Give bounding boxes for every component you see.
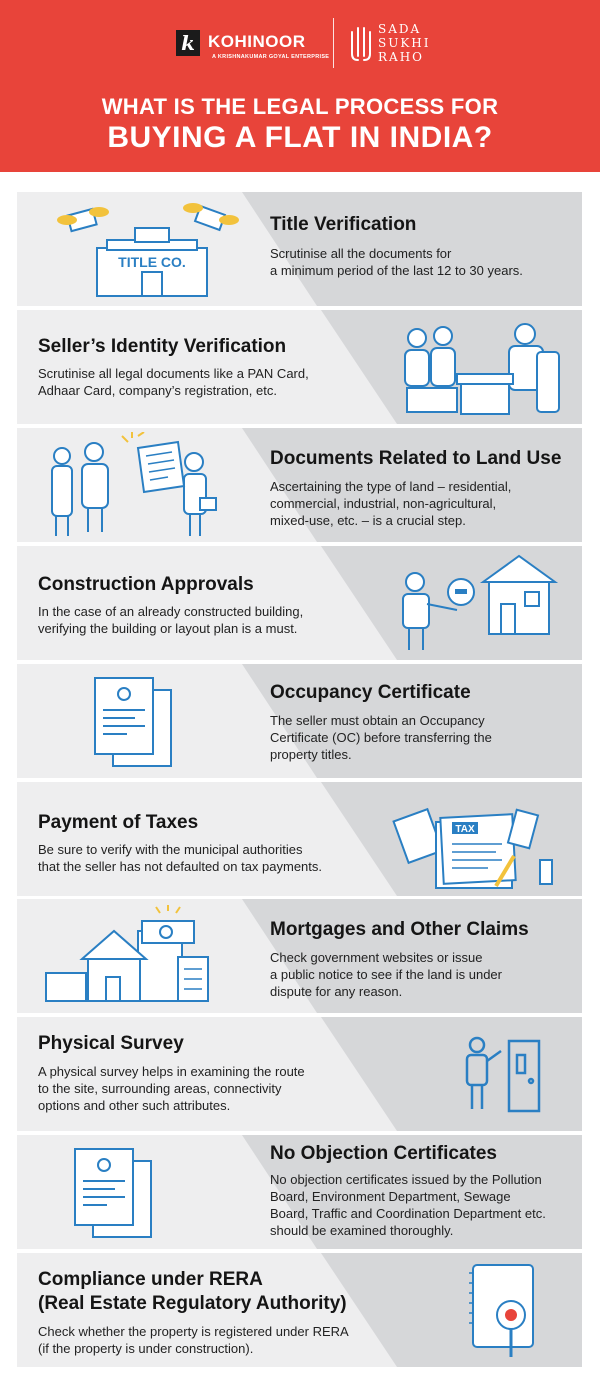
slogan-line: RAHO [378, 50, 425, 64]
people-at-desk-icon [397, 316, 567, 420]
certificate-icon [87, 674, 187, 770]
slogan-line: SUKHI [378, 36, 431, 50]
header-banner [0, 0, 600, 172]
brand-name: KOHINOOR [208, 32, 306, 51]
step-no-objection-certificates [17, 1135, 582, 1249]
step-text-line: Scrutinise all legal documents like a PAN Card, [38, 366, 309, 381]
step-text-line: should be examined thoroughly. [270, 1223, 454, 1238]
step-text-line: that the seller has not defaulted on tax payments. [38, 859, 323, 874]
step-heading: Compliance under RERA [38, 1269, 263, 1290]
house-mortgage-icon [42, 905, 232, 1007]
certificate-icon [67, 1145, 167, 1241]
step-text-line: (if the property is under construction). [38, 1341, 254, 1356]
tax-label: TAX [455, 824, 475, 835]
kohinoor-logo-icon: k [176, 30, 200, 56]
step-seller-identity [17, 310, 582, 424]
step-physical-survey [17, 1017, 582, 1131]
step-heading: Construction Approvals [38, 574, 254, 595]
step-text-line: Ascertaining the type of land – residential, [270, 479, 512, 494]
panel-highlight [17, 782, 397, 896]
title-co-sign: TITLE CO. [118, 254, 186, 270]
step-heading: Title Verification [270, 214, 417, 235]
page-title-line1: WHAT IS THE LEGAL PROCESS FOR [101, 94, 499, 119]
person-at-door-icon [457, 1033, 547, 1117]
step-title-verification [17, 192, 582, 306]
step-text-line: In the case of an already constructed building, [38, 604, 304, 619]
step-occupancy-certificate [17, 664, 582, 778]
step-rera-compliance [17, 1253, 582, 1367]
step-heading: Documents Related to Land Use [270, 448, 562, 469]
step-heading: Seller’s Identity Verification [38, 336, 287, 357]
logo-divider [333, 18, 334, 68]
step-heading-line2: (Real Estate Regulatory Authority) [38, 1293, 347, 1314]
step-heading: Mortgages and Other Claims [270, 919, 529, 940]
step-text-line: commercial, industrial, non-agricultural, [270, 496, 497, 511]
step-heading: No Objection Certificates [270, 1143, 497, 1164]
step-text-line: to the site, surrounding areas, connectivity [38, 1081, 282, 1096]
step-text-line: verifying the building or layout plan is a must. [38, 621, 298, 636]
step-heading: Payment of Taxes [38, 812, 199, 833]
step-payment-of-taxes [17, 782, 582, 896]
tax-documents-icon [392, 786, 572, 894]
step-text-line: mixed-use, etc. – is a crucial step. [270, 513, 466, 528]
step-text-line: a public notice to see if the land is under [270, 967, 502, 982]
step-text-line: The seller must obtain an Occupancy [270, 713, 485, 728]
step-mortgages-claims [17, 899, 582, 1013]
step-text-line: Check whether the property is registered under RERA [38, 1324, 349, 1339]
step-text-line: A physical survey helps in examining the route [38, 1064, 305, 1079]
step-text-line: Certificate (OC) before transferring the [270, 730, 492, 745]
step-text-line: a minimum period of the last 12 to 30 years. [270, 263, 523, 278]
step-text-line: Scrutinise all the documents for [270, 246, 452, 261]
step-text-line: dispute for any reason. [270, 984, 403, 999]
inspector-house-icon [397, 552, 567, 656]
notebook-magnifier-icon [465, 1261, 545, 1361]
brand-tagline: A KRISHNAKUMAR GOYAL ENTERPRISE [212, 54, 330, 60]
step-text-line: Board, Environment Department, Sewage [270, 1189, 511, 1204]
step-text-line: Check government websites or issue [270, 950, 483, 965]
sada-sukhi-raho-logo-icon [348, 26, 374, 64]
step-text-line: Be sure to verify with the municipal authorities [38, 842, 303, 857]
step-text-line: property titles. [270, 747, 352, 762]
step-construction-approvals [17, 546, 582, 660]
step-land-use-documents [17, 428, 582, 542]
slogan-line: SADA [378, 22, 422, 36]
slogan [378, 22, 431, 64]
step-text-line: Adhaar Card, company’s registration, etc. [38, 383, 277, 398]
step-heading: Physical Survey [38, 1033, 184, 1054]
step-heading: Occupancy Certificate [270, 682, 471, 703]
people-with-document-icon [42, 432, 242, 540]
step-text-line: No objection certificates issued by the Pollution [270, 1172, 542, 1187]
step-text-line: options and other such attributes. [38, 1098, 231, 1113]
page-title-line2: BUYING A FLAT IN INDIA? [107, 121, 493, 154]
step-text-line: Board, Traffic and Coordination Department etc. [270, 1206, 546, 1221]
title-company-icon [47, 200, 247, 300]
